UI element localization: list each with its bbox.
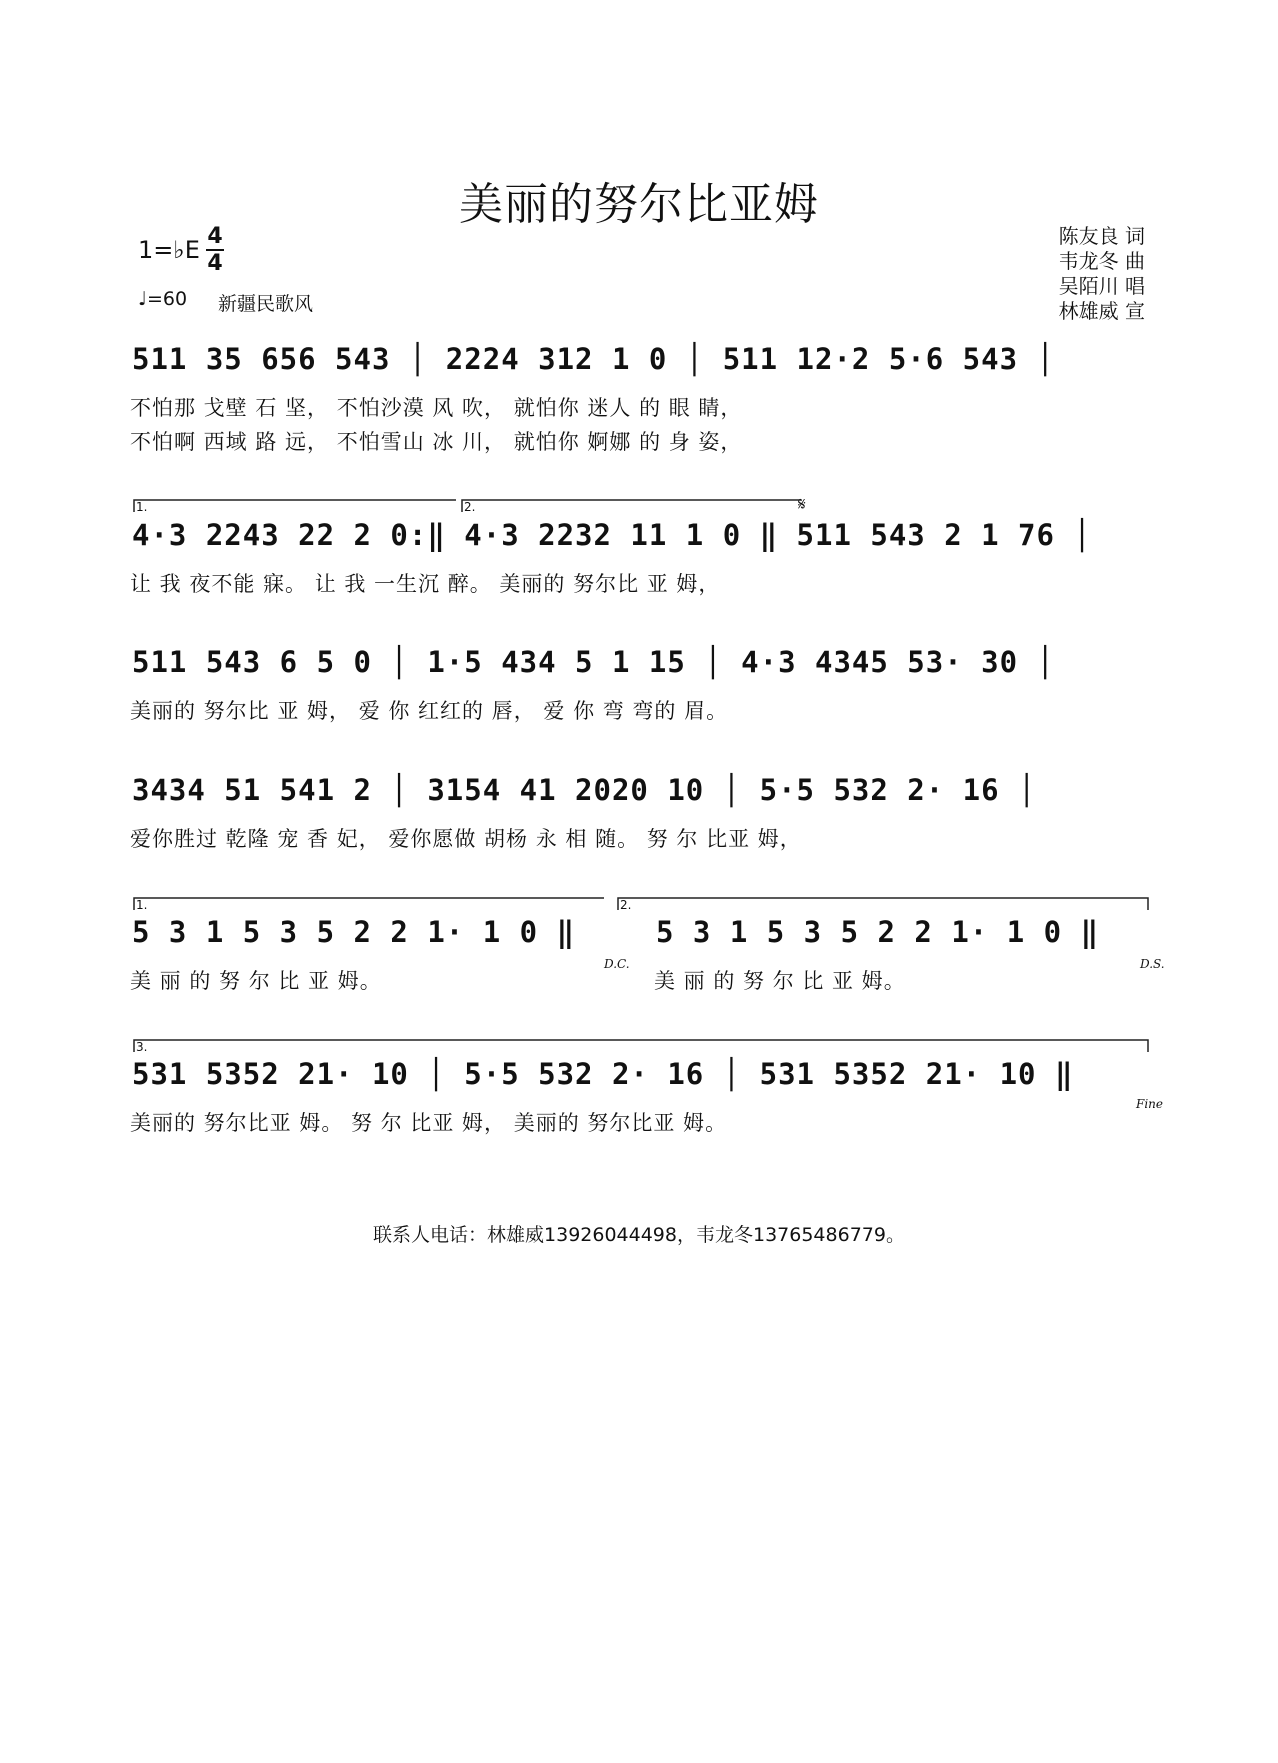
score-row-1-notes: 511 35 656 543 │ 2224 312 1 0 │ 511 12·2 5·6 543 │ xyxy=(132,342,1055,376)
credit-lyricist: 陈友良 词 xyxy=(1058,224,1145,248)
time-signature-bottom: 4 xyxy=(207,251,223,276)
key-signature: 1=♭E xyxy=(138,236,200,264)
fine-marking: Fine xyxy=(1136,1097,1163,1111)
volta-1-bracket-row2 xyxy=(134,500,456,512)
volta-2-label-row5: 2. xyxy=(620,898,632,912)
credit-promoter: 林雄威 宣 xyxy=(1058,299,1145,323)
score-row-1-lyrics-verse2: 不怕啊 西域 路 远， 不怕雪山 冰 川， 就怕你 婀娜 的 身 姿， xyxy=(130,430,743,454)
volta-2-label: 2. xyxy=(464,500,476,514)
contact-footer: 联系人电话：林雄威13926044498，韦龙冬13765486779。 xyxy=(373,1224,905,1246)
volta-3-bracket-row6 xyxy=(134,1040,1148,1052)
volta-1-label-row5: 1. xyxy=(136,898,148,912)
volta-1-label: 1. xyxy=(136,500,148,514)
score-row-3-notes: 511 543 6 5 0 │ 1·5 434 5 1 15 │ 4·3 4345 53· 30 │ xyxy=(132,645,1055,679)
segno-sign: 𝄋 xyxy=(798,494,806,515)
time-signature-top: 4 xyxy=(207,224,223,249)
score-row-2-lyrics: 让 我 夜不能 寐。 让 我 一生沉 醉。 美丽的 努尔比 亚 姆， xyxy=(130,572,721,596)
ds-marking: D.S. xyxy=(1140,957,1165,971)
volta-2-bracket-row2 xyxy=(462,500,800,512)
score-row-5a-lyrics: 美 丽 的 努 尔 比 亚 姆。 xyxy=(130,969,382,993)
song-title: 美丽的努尔比亚姆 xyxy=(459,179,819,230)
volta-1-bracket-row5 xyxy=(134,898,604,910)
score-row-4-notes: 3434 51 541 2 │ 3154 41 2020 10 │ 5·5 532 2· 16 │ xyxy=(132,773,1037,807)
dc-marking: D.C. xyxy=(604,957,630,971)
volta-2-bracket-row5 xyxy=(618,898,1148,910)
score-row-5b-lyrics: 美 丽 的 努 尔 比 亚 姆。 xyxy=(654,969,906,993)
score-row-5b-notes: 5 3 1 5 3 5 2 2 1· 1 0 ‖ xyxy=(656,915,1100,949)
score-row-6-lyrics: 美丽的 努尔比亚 姆。 努 尔 比亚 姆， 美丽的 努尔比亚 姆。 xyxy=(130,1111,728,1135)
score-row-4-lyrics: 爱你胜过 乾隆 宠 香 妃， 爱你愿做 胡杨 永 相 随。 努 尔 比亚 姆， xyxy=(130,827,802,851)
score-row-1-lyrics-verse1: 不怕那 戈壁 石 坚， 不怕沙漠 风 吹， 就怕你 迷人 的 眼 睛， xyxy=(130,396,743,420)
score-row-6-notes: 531 5352 21· 10 │ 5·5 532 2· 16 │ 531 5352 21· 10 ‖ xyxy=(132,1057,1074,1091)
score-row-2-notes: 4·3 2243 22 2 0:‖ 4·3 2232 11 1 0 ‖ 511 543 2 1 76 │ xyxy=(132,518,1092,552)
style-marking: 新疆民歌风 xyxy=(218,293,314,315)
volta-3-label: 3. xyxy=(136,1040,148,1054)
credit-singer: 吴陌川 唱 xyxy=(1058,274,1145,298)
tempo-marking: ♩=60 xyxy=(138,288,188,310)
score-row-5a-notes: 5 3 1 5 3 5 2 2 1· 1 0 ‖ xyxy=(132,915,576,949)
credit-composer: 韦龙冬 曲 xyxy=(1058,249,1145,273)
score-row-3-lyrics: 美丽的 努尔比 亚 姆， 爱 你 红红的 唇， 爱 你 弯 弯的 眉。 xyxy=(130,699,729,723)
